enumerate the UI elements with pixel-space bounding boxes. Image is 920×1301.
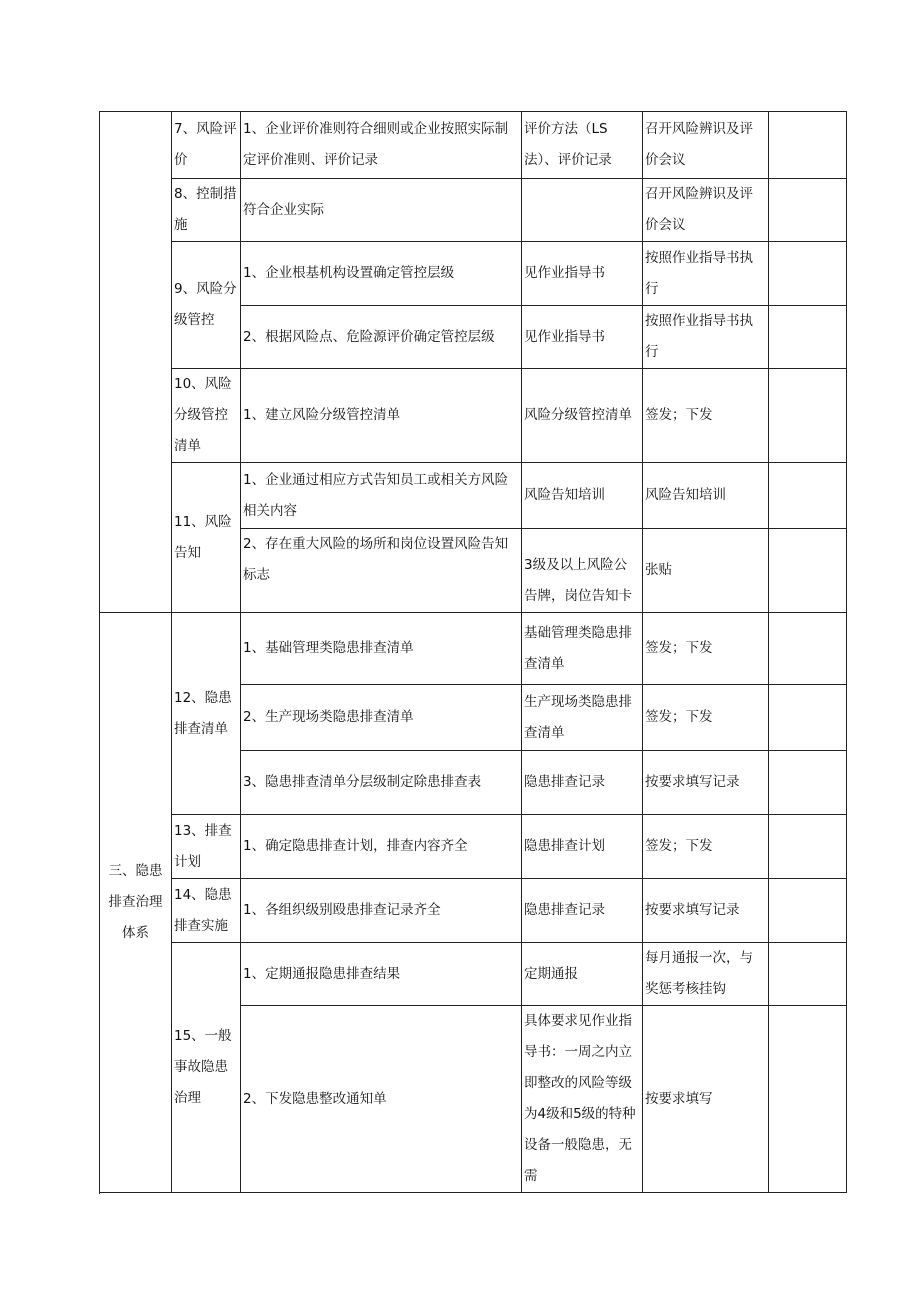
requirement-cell: 1、企业评价准则符合细则或企业按照实际制定评价准则、评价记录 [241,112,522,179]
blank-cell [769,112,847,179]
method-cell: 按照作业指导书执行 [643,306,769,369]
item-cell: 15、一般事故隐患治理 [172,943,241,1193]
method-cell: 签发；下发 [643,369,769,463]
method-cell: 签发；下发 [643,613,769,685]
evidence-cell: 风险分级管控清单 [522,369,643,463]
table-row [100,179,847,242]
blank-cell [769,529,847,613]
evidence-cell: 隐患排查计划 [522,815,643,879]
item-cell: 12、隐患排查清单 [172,613,241,815]
table-row [100,879,847,943]
requirement-cell: 1、企业根基机构设置确定管控层级 [241,242,522,306]
evidence-cell: 隐患排查记录 [522,879,643,943]
blank-cell [769,613,847,685]
method-cell: 召开风险辨识及评价会议 [643,179,769,242]
requirement-cell: 2、根据风险点、危险源评价确定管控层级 [241,306,522,369]
section-cell-empty [100,112,172,613]
method-cell: 按照作业指导书执行 [643,242,769,306]
method-cell: 张贴 [643,529,769,613]
method-cell: 签发；下发 [643,815,769,879]
method-cell: 按要求填写记录 [643,751,769,815]
requirement-cell: 1、企业通过相应方式告知员工或相关方风险相关内容 [241,463,522,529]
blank-cell [769,943,847,1006]
table-row [100,463,847,529]
section-title-cell: 三、隐患排查治理体系 [100,613,172,1193]
evidence-cell [522,179,643,242]
blank-cell [769,463,847,529]
blank-cell [769,242,847,306]
evidence-cell: 评价方法（LS法）、评价记录 [522,112,643,179]
blank-cell [769,369,847,463]
table-row [100,242,847,306]
item-cell: 11、风险告知 [172,463,241,613]
evidence-cell: 风险告知培训 [522,463,643,529]
item-cell: 10、风险分级管控清单 [172,369,241,463]
requirement-cell: 1、确定隐患排查计划，排查内容齐全 [241,815,522,879]
blank-cell [769,685,847,751]
item-cell: 8、控制措施 [172,179,241,242]
evidence-cell: 基础管理类隐患排查清单 [522,613,643,685]
blank-cell [769,1006,847,1193]
method-cell: 每月通报一次，与奖惩考核挂钩 [643,943,769,1006]
method-cell: 风险告知培训 [643,463,769,529]
table-row [100,112,847,179]
blank-cell [769,306,847,369]
table-row [100,815,847,879]
requirement-cell: 2、下发隐患整改通知单 [241,1006,522,1193]
requirement-cell: 2、生产现场类隐患排查清单 [241,685,522,751]
table-row [100,943,847,1006]
table-row [100,613,847,685]
requirement-cell: 1、各组织级别殴患排查记录齐全 [241,879,522,943]
evidence-cell: 见作业指导书 [522,306,643,369]
evidence-cell: 生产现场类隐患排查清单 [522,685,643,751]
blank-cell [769,179,847,242]
requirement-cell: 1、建立风险分级管控清单 [241,369,522,463]
blank-cell [769,815,847,879]
evidence-cell: 隐患排查记录 [522,751,643,815]
evidence-cell: 定期通报 [522,943,643,1006]
item-cell: 13、排查计划 [172,815,241,879]
requirement-cell: 1、定期通报隐患排查结果 [241,943,522,1006]
method-cell: 按要求填写记录 [643,879,769,943]
evidence-cell: 3级及以上风险公告牌，岗位告知卡 [522,529,643,613]
evidence-cell: 见作业指导书 [522,242,643,306]
method-cell: 召开风险辨识及评价会议 [643,112,769,179]
item-cell: 9、风险分级管控 [172,242,241,369]
table-row [100,369,847,463]
requirement-cell: 3、隐患排查清单分层级制定除患排查表 [241,751,522,815]
checklist-table [99,111,847,1193]
method-cell: 签发；下发 [643,685,769,751]
blank-cell [769,879,847,943]
method-cell: 按要求填写 [643,1006,769,1193]
requirement-cell: 符合企业实际 [241,179,522,242]
item-cell: 14、隐患排查实施 [172,879,241,943]
requirement-cell: 2、存在重大风险的场所和岗位设置风险告知标志 [241,529,522,613]
evidence-cell: 具体要求见作业指导书：一周之内立即整改的风险等级为4级和5级的特种设备一般隐患，无需 [522,1006,643,1193]
item-cell: 7、风险评价 [172,112,241,179]
blank-cell [769,751,847,815]
requirement-cell: 1、基础管理类隐患排查清单 [241,613,522,685]
